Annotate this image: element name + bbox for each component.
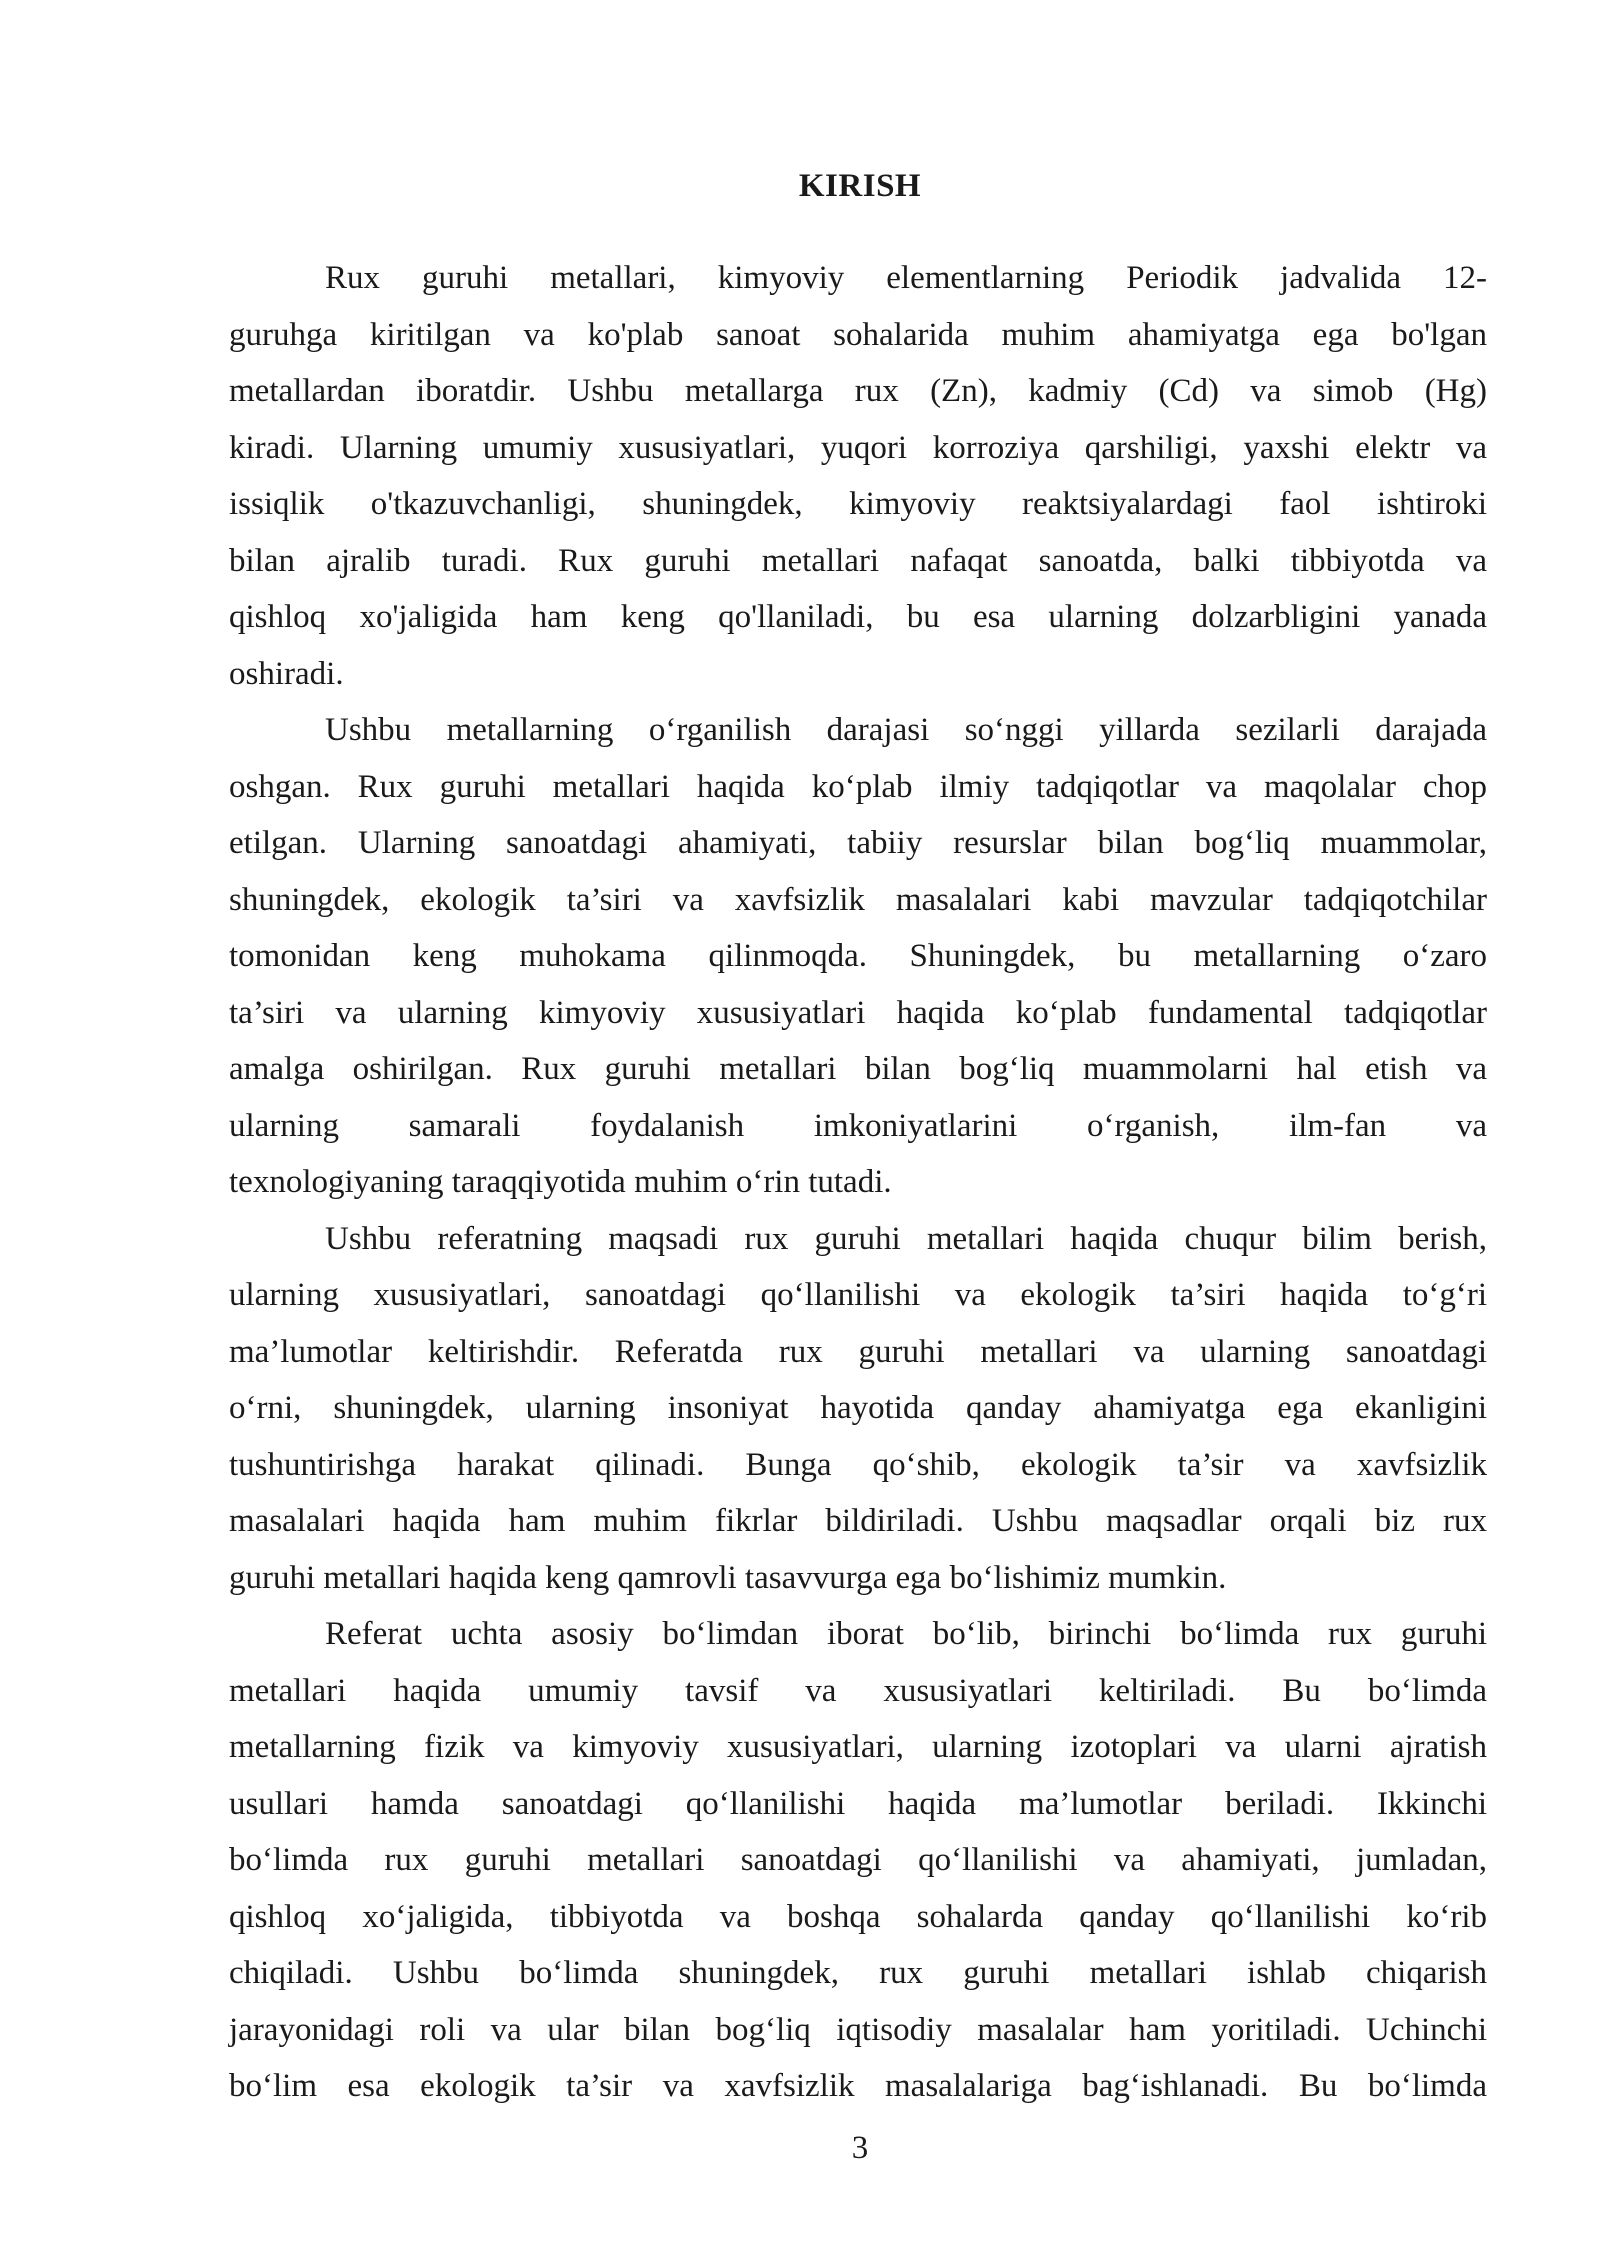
text-line: metallari haqida umumiy tavsif va xususiyatlari keltiriladi. Bu bo‘limda bbox=[229, 1672, 1487, 1709]
text-line: bo‘lim esa ekologik ta’sir va xavfsizlik masalalariga bag‘ishlanadi. Bu bo‘limda bbox=[229, 2068, 1487, 2104]
paragraph-4 bbox=[229, 1606, 1487, 2115]
text-line: kiradi. Ularning umumiy xususiyatlari, yuqori korroziya qarshiligi, yaxshi elektr va bbox=[229, 429, 1487, 466]
text-line: guruhi metallari haqida keng qamrovli tasavvurga ega bo‘lishimiz mumkin. bbox=[229, 1559, 1227, 1596]
text-line: usullari hamda sanoatdagi qo‘llanilishi haqida ma’lumotlar beriladi. Ikkinchi bbox=[229, 1785, 1487, 1822]
text-line: issiqlik o'tkazuvchanligi, shuningdek, kimyoviy reaktsiyalardagi faol ishtiroki bbox=[229, 486, 1487, 522]
text-line: ta’siri va ularning kimyoviy xususiyatlari haqida ko‘plab fundamental tadqiqotlar bbox=[229, 994, 1487, 1031]
page-heading: KIRISH bbox=[798, 168, 922, 204]
page-number: 3 bbox=[851, 2130, 869, 2166]
text-line: metallardan iboratdir. Ushbu metallarga rux (Zn), kadmiy (Cd) va simob (Hg) bbox=[229, 373, 1487, 409]
text-line: Rux guruhi metallari, kimyoviy elementlarning Periodik jadvalida 12- bbox=[325, 260, 1487, 296]
paragraph-3 bbox=[229, 1211, 1487, 1607]
text-line: oshgan. Rux guruhi metallari haqida ko‘plab ilmiy tadqiqotlar va maqolalar chop bbox=[229, 768, 1487, 805]
paragraph-2 bbox=[229, 702, 1487, 1211]
text-line: ularning samarali foydalanish imkoniyatlarini o‘rganish, ilm-fan va bbox=[229, 1107, 1487, 1144]
text-line: qishloq xo'jaligida ham keng qo'llaniladi, bu esa ularning dolzarbligini yanada bbox=[229, 599, 1487, 635]
text-line: guruhga kiritilgan va ko'plab sanoat sohalarida muhim ahamiyatga ega bo'lgan bbox=[229, 316, 1487, 353]
text-line: Ushbu metallarning o‘rganilish darajasi so‘nggi yillarda sezilarli darajada bbox=[325, 712, 1487, 748]
text-line: oshiradi. bbox=[229, 655, 344, 692]
text-line: Referat uchta asosiy bo‘limdan iborat bo‘lib, birinchi bo‘limda rux guruhi bbox=[325, 1616, 1487, 1652]
text-line: tushuntirishga harakat qilinadi. Bunga qo‘shib, ekologik ta’sir va xavfsizlik bbox=[229, 1446, 1487, 1483]
text-line: ma’lumotlar keltirishdir. Referatda rux guruhi metallari va ularning sanoatdagi bbox=[229, 1333, 1487, 1370]
text-line: Ushbu referatning maqsadi rux guruhi metallari haqida chuqur bilim berish, bbox=[325, 1220, 1487, 1257]
text-line: shuningdek, ekologik ta’siri va xavfsizlik masalalari kabi mavzular tadqiqotchilar bbox=[229, 881, 1487, 918]
text-line: amalga oshirilgan. Rux guruhi metallari bilan bog‘liq muammolarni hal etish va bbox=[229, 1051, 1487, 1087]
text-line: texnologiyaning taraqqiyotida muhim o‘rin tutadi. bbox=[229, 1164, 892, 1200]
text-line: masalalari haqida ham muhim fikrlar bildiriladi. Ushbu maqsadlar orqali biz rux bbox=[229, 1503, 1487, 1539]
text-line: tomonidan keng muhokama qilinmoqda. Shuningdek, bu metallarning o‘zaro bbox=[229, 938, 1487, 974]
text-line: o‘rni, shuningdek, ularning insoniyat hayotida qanday ahamiyatga ega ekanligini bbox=[229, 1390, 1487, 1426]
text-line: chiqiladi. Ushbu bo‘limda shuningdek, rux guruhi metallari ishlab chiqarish bbox=[229, 1955, 1487, 1991]
paragraph-1 bbox=[229, 250, 1487, 702]
body-text bbox=[229, 250, 1487, 2115]
text-line: etilgan. Ularning sanoatdagi ahamiyati, tabiiy resurslar bilan bog‘liq muammolar, bbox=[229, 825, 1487, 861]
text-line: jarayonidagi roli va ular bilan bog‘liq iqtisodiy masalalar ham yoritiladi. Uchinchi bbox=[229, 2011, 1487, 2048]
text-line: bilan ajralib turadi. Rux guruhi metallari nafaqat sanoatda, balki tibbiyotda va bbox=[229, 542, 1487, 579]
text-line: metallarning fizik va kimyoviy xususiyatlari, ularning izotoplari va ularni ajratish bbox=[229, 1729, 1487, 1765]
text-line: bo‘limda rux guruhi metallari sanoatdagi qo‘llanilishi va ahamiyati, jumladan, bbox=[229, 1842, 1487, 1878]
text-line: qishloq xo‘jaligida, tibbiyotda va boshqa sohalarda qanday qo‘llanilishi ko‘rib bbox=[229, 1898, 1487, 1935]
text-line: ularning xususiyatlari, sanoatdagi qo‘llanilishi va ekologik ta’siri haqida to‘g‘ri bbox=[229, 1277, 1487, 1313]
